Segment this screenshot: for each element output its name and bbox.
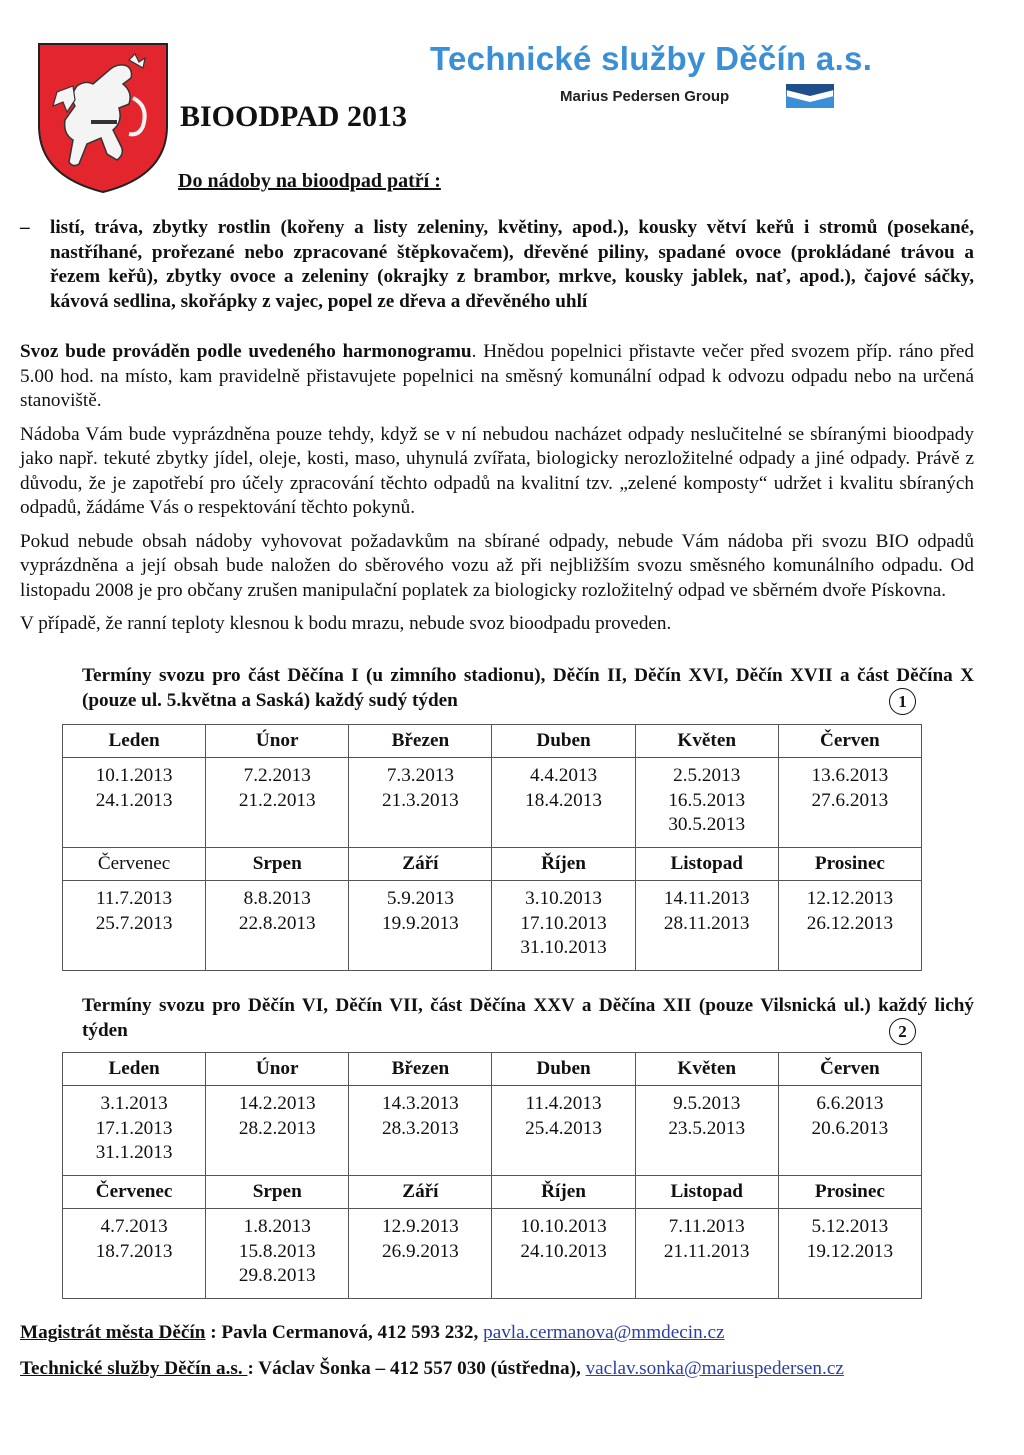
belongs-heading: Do nádoby na bioodpad patří : — [178, 170, 441, 192]
contact-magistrat-label: Magistrát města Děčín — [20, 1322, 206, 1343]
dates-cell: 3.1.2013 17.1.2013 31.1.2013 — [63, 1086, 206, 1176]
dates-cell: 4.4.2013 18.4.2013 — [492, 758, 635, 848]
dates-cell: 13.6.2013 27.6.2013 — [778, 758, 921, 848]
contact-magistrat-email-link[interactable]: pavla.cermanova@mmdecin.cz — [483, 1322, 725, 1343]
month-header: Duben — [492, 1053, 635, 1086]
schedule1-dates-row-1 — [63, 758, 922, 848]
dates-cell: 1.8.2013 15.8.2013 29.8.2013 — [206, 1209, 349, 1299]
paragraph-frost: V případě, že ranní teploty klesnou k bodu mrazu, nebude svoz bioodpadu proveden. — [20, 613, 672, 634]
dates-cell: 10.1.2013 24.1.2013 — [63, 758, 206, 848]
schedule1-table — [62, 724, 922, 971]
month-header: Červen — [778, 725, 921, 758]
paragraph-schedule-note — [20, 340, 974, 414]
month-header: Únor — [206, 1053, 349, 1086]
schedule2-heading: Termíny svozu pro Děčín VI, Děčín VII, část Děčína XXV a Děčína XII (pouze Vilsnická ul.) každý lichý týden — [82, 995, 974, 1041]
month-header: Leden — [63, 1053, 206, 1086]
page-title: BIOODPAD 2013 — [180, 100, 407, 133]
schedule2-months-row-1 — [63, 1053, 922, 1086]
month-header: Březen — [349, 725, 492, 758]
dates-cell: 7.3.2013 21.3.2013 — [349, 758, 492, 848]
dates-cell: 10.10.2013 24.10.2013 — [492, 1209, 635, 1299]
month-header: Prosinec — [778, 848, 921, 881]
dates-cell: 12.9.2013 26.9.2013 — [349, 1209, 492, 1299]
schedule1-months-row-2 — [63, 848, 922, 881]
month-header: Říjen — [492, 848, 635, 881]
month-header: Květen — [635, 1053, 778, 1086]
contact-technical-services-email-link[interactable]: vaclav.sonka@mariuspedersen.cz — [585, 1358, 844, 1379]
allowed-waste-bullet — [20, 216, 974, 314]
paragraph-schedule-rest: . Hnědou popelnici přistavte večer před svozem příp. ráno před 5.00 hod. na místo, kam pravidelně přistavujete popelnici na směsný komunální odpad k odvozu odpadu nebo na určená stanoviště. — [20, 341, 974, 411]
contact-technical-services — [20, 1358, 844, 1380]
month-header: Září — [349, 848, 492, 881]
schedule2-table — [62, 1052, 922, 1299]
contact-magistrat-text: : Pavla Cermanová, 412 593 232, — [205, 1322, 484, 1343]
dates-cell: 14.3.2013 28.3.2013 — [349, 1086, 492, 1176]
schedule2-dates-row-2 — [63, 1209, 922, 1299]
month-header: Srpen — [206, 848, 349, 881]
schedule2-dates-row-1 — [63, 1086, 922, 1176]
dates-cell: 14.2.2013 28.2.2013 — [206, 1086, 349, 1176]
marius-pedersen-logo-icon — [786, 84, 834, 108]
decin-coat-of-arms-icon — [33, 38, 173, 196]
schedule1-months-row-1 — [63, 725, 922, 758]
month-header: Listopad — [635, 848, 778, 881]
group-name: Marius Pedersen Group — [560, 88, 730, 105]
month-header: Prosinec — [778, 1176, 921, 1209]
schedule1-dates-row-2 — [63, 881, 922, 971]
contact-technical-services-text: : Václav Šonka – 412 557 030 (ústředna), — [247, 1358, 586, 1379]
contact-magistrat — [20, 1322, 725, 1344]
paragraph-emptying-conditions: Nádoba Vám bude vyprázdněna pouze tehdy, když se v ní nebudou nacházet odpady neslučitelné se sbíranými bioodpady jako např. tekuté zbytky jídel, oleje, kosti, maso, uhynulá zvířata, biologicky nerozložitelné odpady a jiné odpady. Právě z důvodu, že je zapotřebí pro účely zpracování těchto odpadů na kvalitní tzv. „zelené komposty“ udržet i kvalitu sbíraných odpadů, žádáme Vás o respektování těchto pokynů. — [20, 423, 974, 518]
dates-cell: 5.12.2013 19.12.2013 — [778, 1209, 921, 1299]
month-header: Březen — [349, 1053, 492, 1086]
month-header: Červenec — [63, 848, 206, 881]
month-header: Říjen — [492, 1176, 635, 1209]
dates-cell: 7.11.2013 21.11.2013 — [635, 1209, 778, 1299]
dates-cell: 7.2.2013 21.2.2013 — [206, 758, 349, 848]
contact-technical-services-label: Technické služby Děčín a.s. — [20, 1358, 248, 1379]
dates-cell: 6.6.2013 20.6.2013 — [778, 1086, 921, 1176]
paragraph-schedule-bold: Svoz bude prováděn podle uvedeného harmonogramu — [20, 341, 472, 362]
dates-cell: 3.10.2013 17.10.2013 31.10.2013 — [492, 881, 635, 971]
dates-cell: 14.11.2013 28.11.2013 — [635, 881, 778, 971]
allowed-waste-text: listí, tráva, zbytky rostlin (kořeny a listy zeleniny, květiny, apod.), kousky větví keřů i stromů (posekané, nastříhané, prořezané nebo zpracované štěpkovačem), dřevěné piliny, spadané ovoce (prokládané trávou a řezem keřů), zbytky ovoce a zeleniny (okrajky z brambor, mrkve, kousky jablek, nať, apod.), čajové sáčky, kávová sedlina, skořápky z vajec, popel ze dřeva a dřevěného uhlí — [50, 217, 974, 312]
dates-cell: 8.8.2013 22.8.2013 — [206, 881, 349, 971]
bullet-dash: – — [20, 217, 30, 238]
month-header: Únor — [206, 725, 349, 758]
company-name: Technické služby Děčín a.s. — [430, 40, 873, 77]
dates-cell: 11.4.2013 25.4.2013 — [492, 1086, 635, 1176]
dates-cell: 2.5.2013 16.5.2013 30.5.2013 — [635, 758, 778, 848]
instructions — [20, 340, 974, 646]
month-header: Duben — [492, 725, 635, 758]
month-header: Červenec — [63, 1176, 206, 1209]
schedule2-months-row-2 — [63, 1176, 922, 1209]
dates-cell: 4.7.2013 18.7.2013 — [63, 1209, 206, 1299]
schedule1-heading: Termíny svozu pro část Děčína I (u zimního stadionu), Děčín II, Děčín XVI, Děčín XVII a část Děčína X (pouze ul. 5.května a Saská) každý sudý týden — [82, 665, 974, 711]
schedule1-badge: 1 — [889, 688, 916, 715]
month-header: Srpen — [206, 1176, 349, 1209]
dates-cell: 5.9.2013 19.9.2013 — [349, 881, 492, 971]
month-header: Leden — [63, 725, 206, 758]
dates-cell: 9.5.2013 23.5.2013 — [635, 1086, 778, 1176]
dates-cell: 12.12.2013 26.12.2013 — [778, 881, 921, 971]
month-header: Listopad — [635, 1176, 778, 1209]
paragraph-non-compliant: Pokud nebude obsah nádoby vyhovovat požadavkům na sbírané odpady, nebude Vám nádoba při svozu BIO odpadů vyprázdněna a její obsah bude naložen do sběrového vozu až při nejbližším svozu směsného komunálního odpadu. Od listopadu 2008 je pro občany zrušen manipulační poplatek za biologicky rozložitelný odpad ve sběrném dvoře Pískovna. — [20, 530, 974, 601]
schedule2-badge: 2 — [889, 1018, 916, 1045]
month-header: Září — [349, 1176, 492, 1209]
month-header: Květen — [635, 725, 778, 758]
dates-cell: 11.7.2013 25.7.2013 — [63, 881, 206, 971]
month-header: Červen — [778, 1053, 921, 1086]
